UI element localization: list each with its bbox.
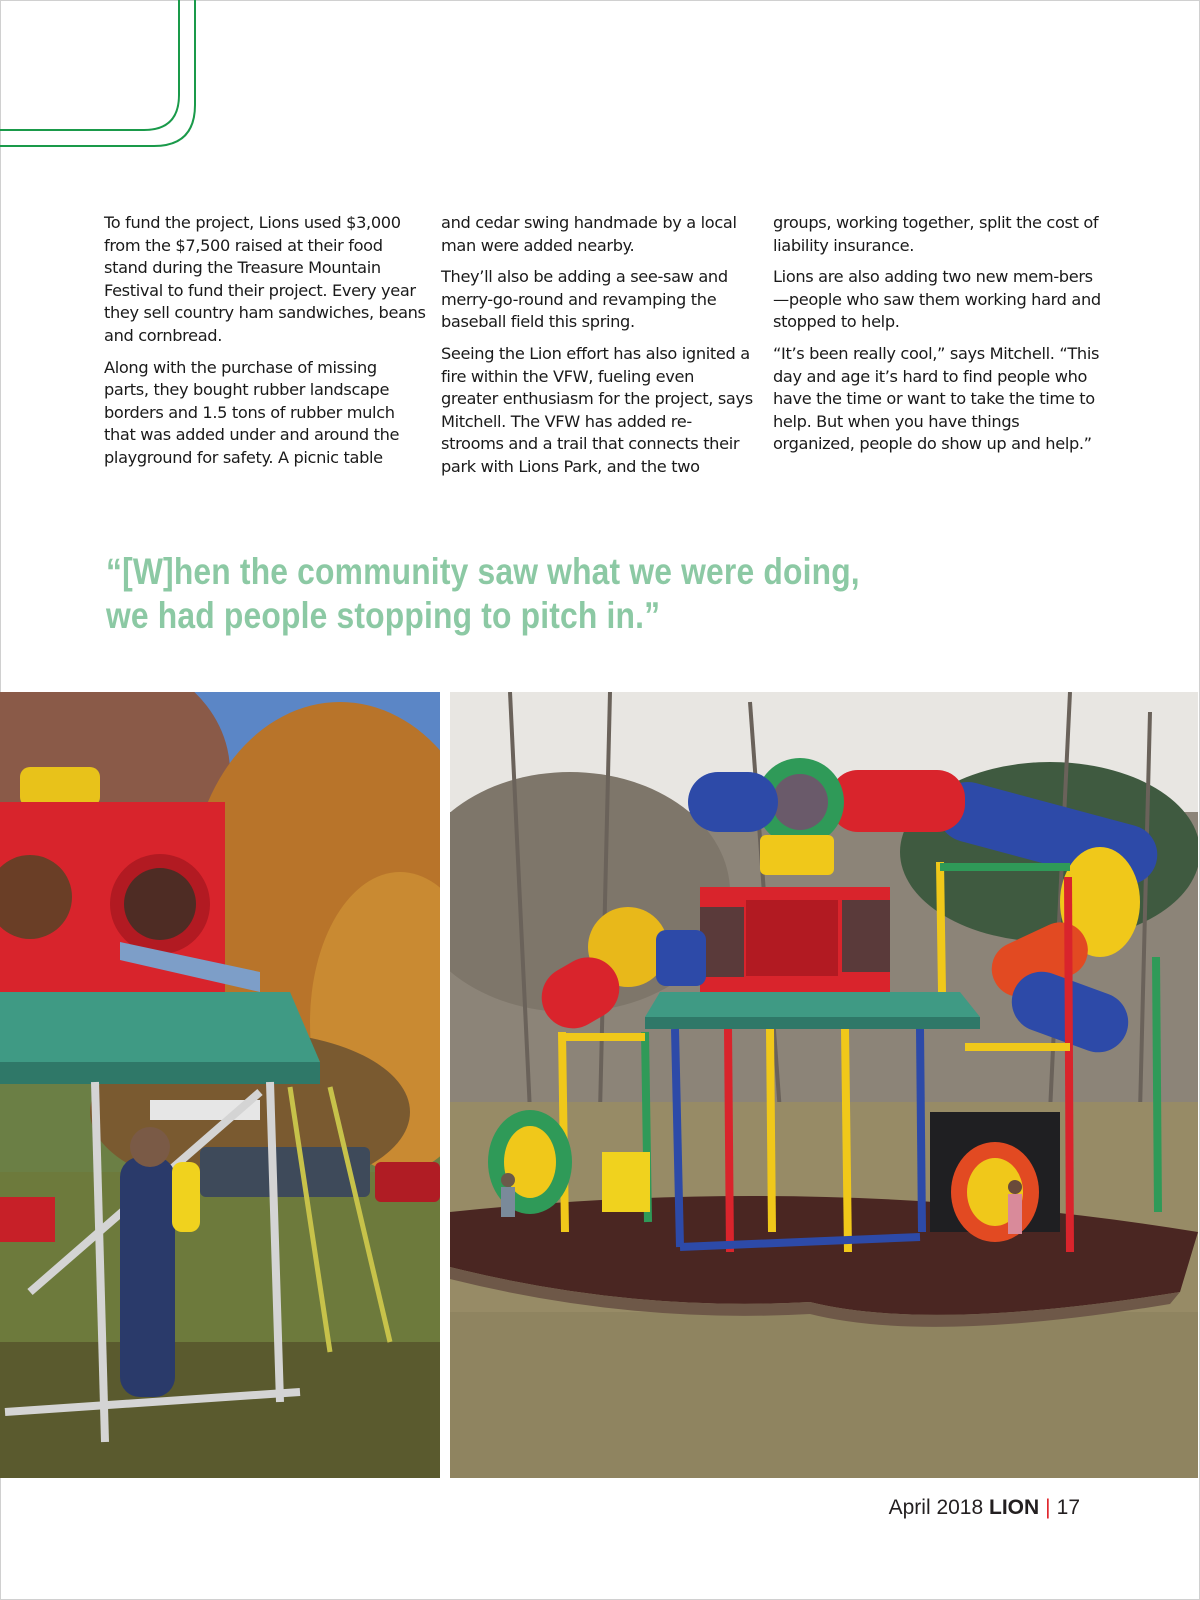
page-number: 17 <box>1056 1496 1080 1519</box>
page-footer <box>889 1496 1080 1520</box>
paragraph: Lions are also adding two new mem-bers—people who saw them working hard and stopped to help. <box>773 267 1101 332</box>
magazine-name: LION <box>989 1496 1040 1519</box>
issue-date: April 2018 <box>888 1496 984 1519</box>
paragraph: and cedar swing handmade by a local man were added nearby. <box>441 213 737 255</box>
photo-completed-playground <box>450 692 1198 1478</box>
paragraph: Seeing the Lion effort has also ignited a fire within the VFW, fueling even greater enthusiasm for the project, says Mitchell. The VFW has added re-strooms and a trail that connects their park with Lions Park, and the two <box>441 343 753 476</box>
decorative-corner-lines <box>0 0 210 160</box>
paragraph: Along with the purchase of missing parts, they bought rubber landscape borders and 1.5 tons of rubber mulch that was added under and around the playground for safety. A picnic table <box>104 357 400 467</box>
paragraph: “It’s been really cool,” says Mitchell. “This day and age it’s hard to find people who have the time or want to take the time to help. But when you have things organized, people do show up and help.” <box>773 343 1100 454</box>
article-column-1 <box>104 212 426 479</box>
footer-separator: | <box>1045 1496 1051 1519</box>
pull-quote-line-1: “[W]hen the community saw what we were doing, <box>106 551 860 592</box>
pull-quote <box>106 550 880 638</box>
article-column-3 <box>773 212 1103 465</box>
paragraph: They’ll also be adding a see-saw and merry-go-round and revamping the baseball field this spring. <box>441 267 728 332</box>
article-column-2 <box>441 212 753 488</box>
paragraph: groups, working together, split the cost of liability insurance. <box>773 213 1099 255</box>
photo-playground-construction <box>0 692 440 1478</box>
paragraph: To fund the project, Lions used $3,000 from the $7,500 raised at their food stand during the Treasure Mountain Festival to fund their project. Every year they sell country ham sandwiches, beans and cornbread. <box>104 213 426 345</box>
pull-quote-line-2: we had people stopping to pitch in.” <box>106 595 661 636</box>
